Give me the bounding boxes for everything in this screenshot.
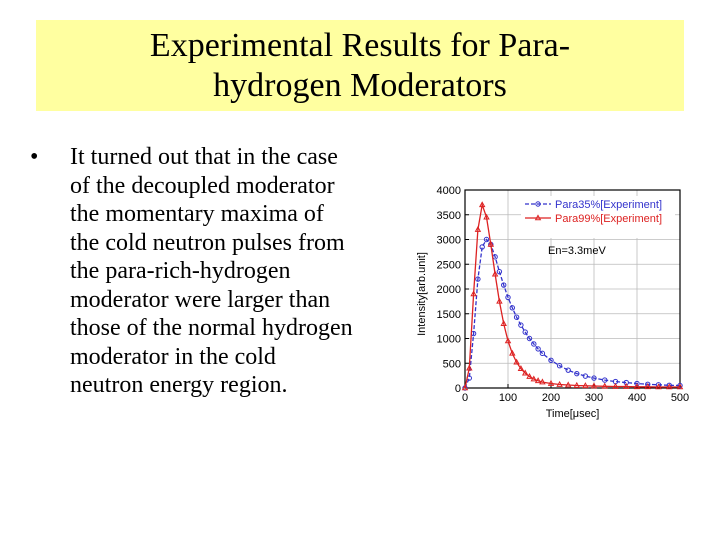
- bullet-line-2: of the decoupled moderator: [70, 172, 335, 199]
- y-tick-label: 2000: [436, 284, 461, 296]
- bullet-line-7: those of the normal hydrogen: [70, 315, 353, 341]
- energy-annotation: En=3.3meV: [548, 245, 606, 257]
- bullet-line-1: It turned out that in the case: [70, 144, 338, 170]
- y-tick-label: 0: [454, 383, 461, 395]
- bullet-line-6: moderator were larger than: [70, 286, 331, 313]
- x-tick-label: 100: [498, 392, 518, 404]
- y-tick-label: 1000: [436, 333, 461, 346]
- bullet-line-5: the para-rich-hydrogen: [70, 258, 291, 284]
- x-tick-label: 500: [670, 392, 690, 404]
- bullet-line-3: the momentary maxima of: [70, 201, 324, 227]
- slide-title-line-2: hydrogen Moderators: [213, 66, 507, 104]
- bullet-line-4: the cold neutron pulses from: [70, 229, 345, 256]
- bullet-marker: •: [30, 144, 39, 170]
- y-tick-label: 500: [442, 358, 461, 371]
- data-point-series-1: [519, 323, 523, 327]
- legend-label-1: Para35%[Experiment]: [555, 199, 662, 211]
- x-tick-label: 200: [541, 392, 561, 404]
- y-tick-label: 1500: [436, 308, 461, 321]
- y-axis-label: Intensity[arb.unit]: [416, 252, 428, 336]
- y-tick-label: 3500: [436, 209, 461, 222]
- y-tick-label: 2500: [436, 259, 461, 272]
- x-tick-label: 400: [627, 392, 647, 404]
- x-tick-label: 300: [584, 392, 604, 404]
- legend-label-2: Para99%[Experiment]: [555, 213, 662, 225]
- y-tick-label: 4000: [436, 185, 461, 197]
- x-axis-label: Time[μsec]: [545, 408, 600, 420]
- data-point-series-1: [566, 368, 570, 372]
- slide-title-line-1: Experimental Results for Para-: [149, 26, 571, 64]
- bullet-line-9: neutron energy region.: [70, 372, 288, 398]
- bullet-line-8: moderator in the cold: [70, 343, 276, 370]
- x-tick-label: 0: [461, 392, 469, 404]
- y-tick-label: 3000: [436, 234, 461, 247]
